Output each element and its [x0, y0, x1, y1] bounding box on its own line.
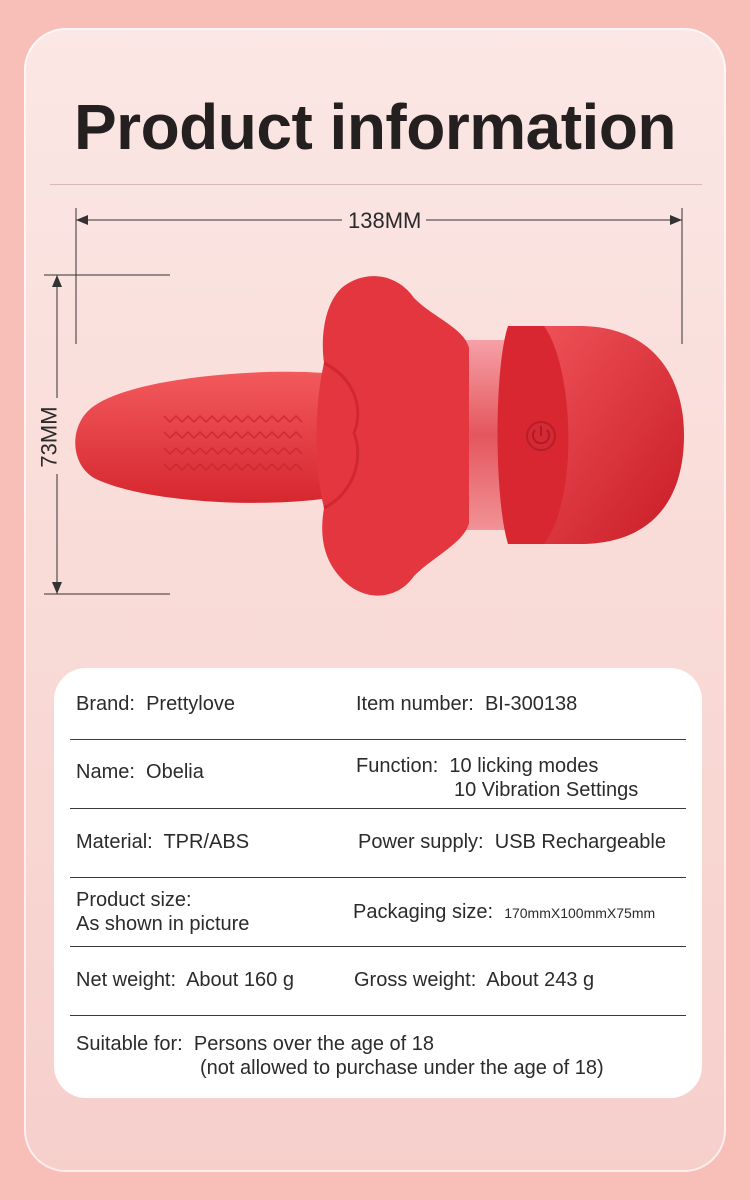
brand-label: Brand: [76, 693, 135, 715]
suitable-label: Suitable for: [76, 1033, 183, 1055]
info-card [24, 28, 726, 1172]
packaging-size-label: Packaging size: [353, 901, 494, 923]
net-weight-value: About 160 g [186, 969, 294, 991]
width-arrow-right [670, 215, 682, 225]
spec-card [54, 668, 702, 1098]
function-value-1: 10 licking modes [449, 755, 599, 777]
packaging-size-field [353, 900, 655, 925]
packaging-size-value: 170mmX100mmX75mm [504, 905, 656, 921]
lips-flange [317, 276, 470, 595]
name-label: Name: [76, 761, 135, 783]
page-title: Product information [73, 91, 677, 163]
row-divider [70, 877, 686, 878]
height-arrow-top [52, 275, 62, 287]
suitable-value-1: Persons over the age of 18 [193, 1033, 435, 1055]
row-divider [70, 808, 686, 809]
item-number-label: Item number: [356, 693, 474, 715]
width-arrow-left [76, 215, 88, 225]
gross-weight-value: About 243 g [486, 969, 595, 991]
brand-value: Prettylove [146, 693, 235, 715]
function-field [356, 754, 598, 778]
row-divider [70, 1015, 686, 1016]
height-arrow-bottom [52, 582, 62, 594]
row-divider [70, 739, 686, 740]
row-divider [70, 946, 686, 947]
suitable-field [76, 1032, 434, 1056]
power-supply-label: Power supply: [358, 831, 484, 853]
net-weight-label: Net weight: [76, 969, 177, 991]
name-value: Obelia [146, 761, 204, 783]
product-size-label: Product size: [76, 889, 192, 911]
power-supply-value: USB Rechargeable [494, 831, 666, 853]
suitable-value-2: (not allowed to purchase under the age of 18) [200, 1057, 604, 1079]
net-weight-field [76, 968, 294, 992]
brand-field [76, 692, 235, 716]
material-field [76, 830, 249, 854]
gross-weight-field [354, 968, 594, 992]
product-size-value: As shown in picture [76, 913, 250, 935]
power-supply-field [358, 830, 666, 854]
item-number-field [356, 692, 577, 716]
product-illustration [24, 28, 726, 648]
function-value-2: 10 Vibration Settings [454, 779, 639, 801]
material-value: TPR/ABS [163, 831, 250, 853]
width-dimension-label: 138MM [348, 208, 422, 233]
material-label: Material: [76, 831, 153, 853]
name-field [76, 760, 204, 784]
function-label: Function: [356, 755, 439, 777]
gross-weight-label: Gross weight: [354, 969, 477, 991]
height-dimension-label: 73MM [36, 406, 62, 468]
item-number-value: BI-300138 [484, 693, 578, 715]
